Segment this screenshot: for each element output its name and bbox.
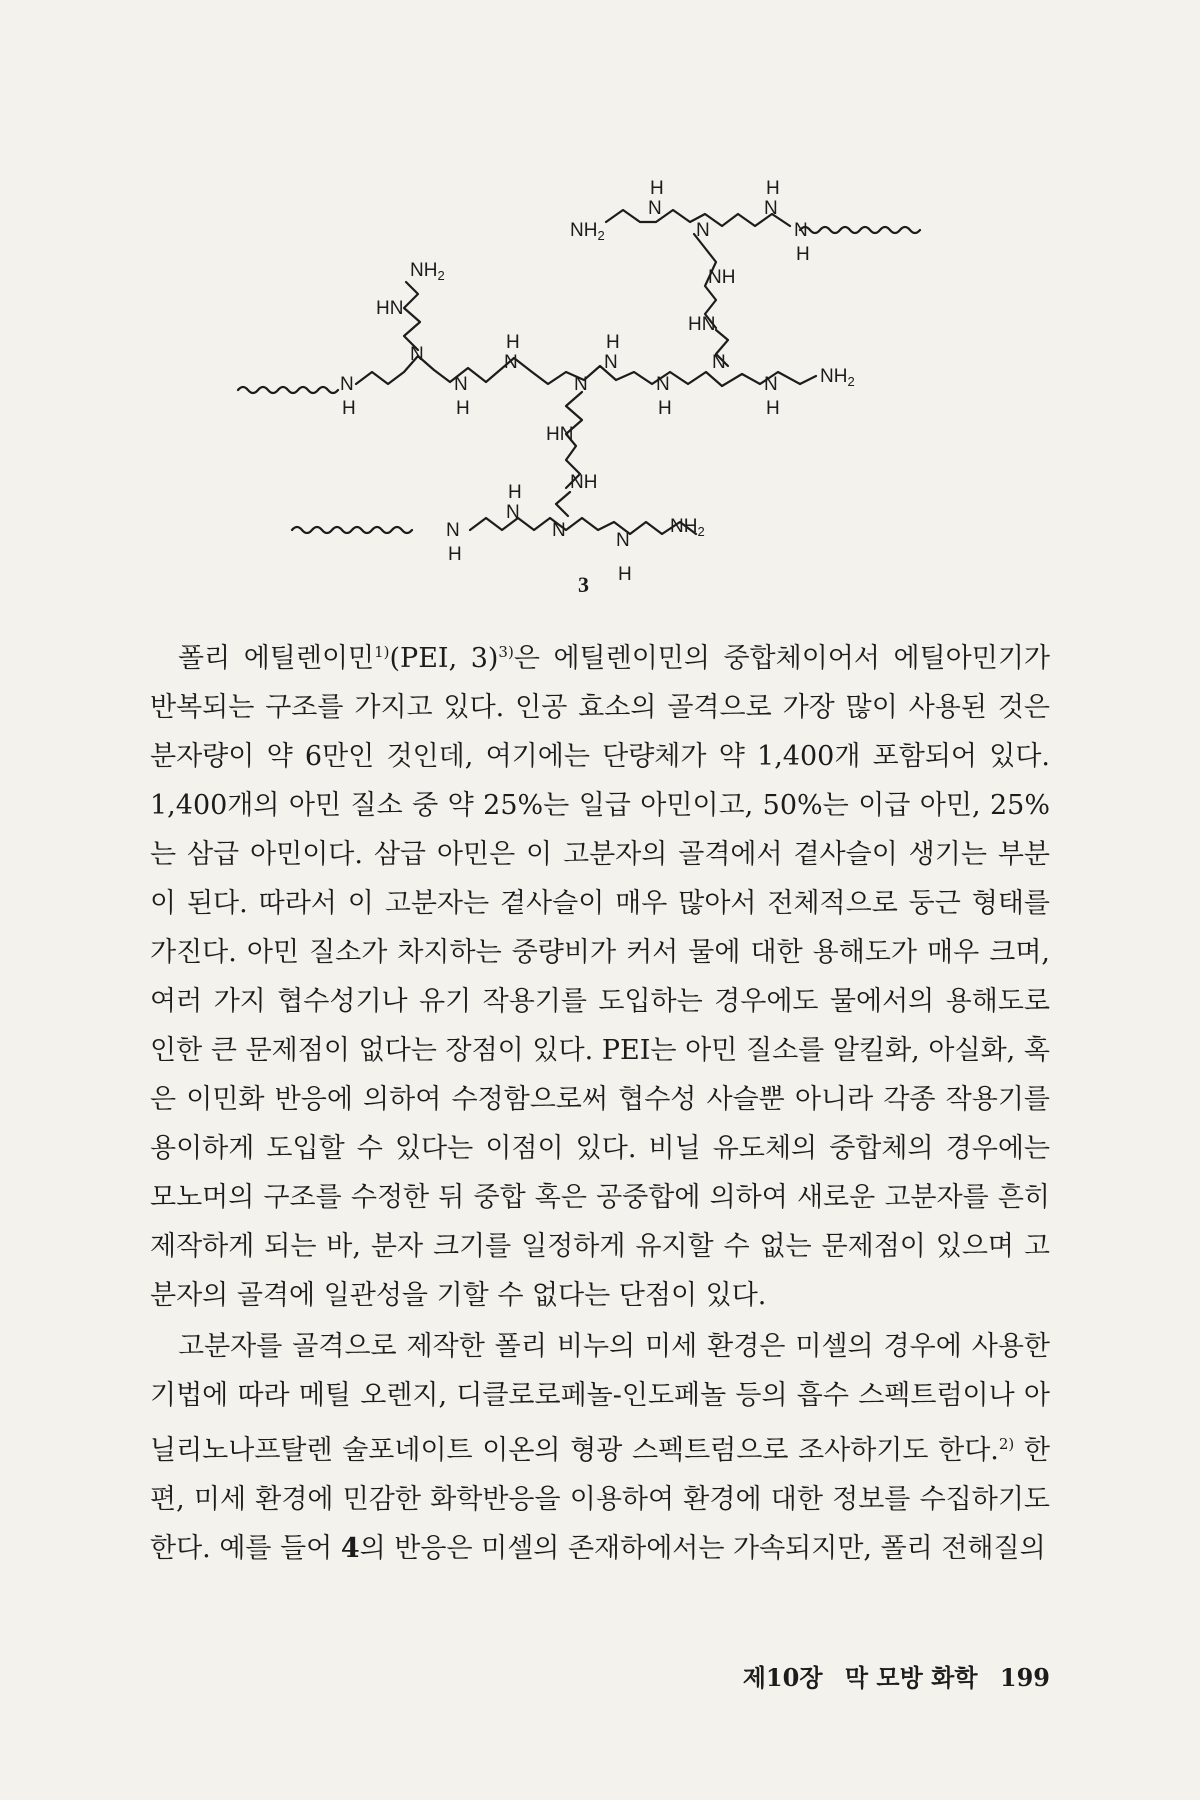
atom-n-top-1: N xyxy=(648,198,662,219)
atom-nh2-main-end: $NH_2$ xyxy=(820,366,855,389)
bonds-bottom-branch xyxy=(556,492,570,516)
atom-n-top-2: N xyxy=(696,220,710,241)
atom-h-main-7: H xyxy=(658,398,672,419)
atom-nh2-left-branch: $NH_2$ xyxy=(410,260,445,283)
atom-nh-center-branch: NH xyxy=(570,472,598,493)
compound-number: 3 xyxy=(578,572,589,597)
wavy-chain-left xyxy=(238,387,338,393)
atom-h-bottom-2: H xyxy=(508,482,522,503)
body-text xyxy=(150,628,1050,1573)
atom-n-top-3: N xyxy=(764,198,778,219)
chapter-title: 막 모방 화학 xyxy=(844,1663,978,1692)
paragraph-1: 폴리 에틸렌이민$^{1)}$(PEI, 3)$^{3)}$은 에틸렌이민의 중합체이어서 에틸아민기가 반복되는 구조를 가지고 있다. 인공 효소의 골격으로 가장 많이 사용된 것은 분자량이 약 6만인 것인데, 여기에는 단량체가 약 1,400개 포함되어 있다. 1,400개의 아민 질소 중 약 25%는 일급 아민이고, 50%는 이급 아민, 25%는 삼급 아민이다. 삼급 아민은 이 고분자의 골격에서 곁사슬이 생기는 부분이 된다. 따라서 이 고분자는 곁사슬이 매우 많아서 전체적으로 둥근 형태를 가진다. 아민 질소가 차지하는 중량비가 커서 물에 대한 용해도가 매우 크며, 여러 가지 협수성기나 유기 작용기를 도입하는 경우에도 물에서의 용해도로 인한 큰 문제점이 없다는 장점이 있다. PEI는 아민 질소를 알킬화, 아실화, 혹은 이민화 반응에 의하여 수정함으로써 협수성 사슬뿐 아니라 각종 작용기를 용이하게 도입할 수 있다는 이점이 있다. 비닐 유도체의 중합체의 경우에는 모노머의 구조를 수정한 뒤 중합 혹은 공중합에 의하여 새로운 고분자를 흔히 제작하게 되는 바, 분자 크기를 일정하게 유지할 수 없는 문제점이 있으며 고분자의 골격에 일관성을 기할 수 없다는 단점이 있다. xyxy=(150,643,1050,1311)
atom-n-bottom-2: N xyxy=(506,502,520,523)
atom-nh-top-branch: NH xyxy=(708,267,736,288)
atom-n-bottom-3: N xyxy=(552,520,566,541)
wavy-chain-top-right xyxy=(800,227,920,233)
atom-hn-center-branch: HN xyxy=(546,424,574,445)
wavy-chain-bottom-left xyxy=(292,527,412,533)
atom-h-main-1: H xyxy=(342,398,356,419)
bonds-bottom-chain xyxy=(470,518,696,534)
page-footer xyxy=(700,1658,1050,1693)
atom-n-main-5: N xyxy=(574,374,588,395)
atom-h-bottom-4: H xyxy=(618,564,632,585)
atom-hn-left-branch: HN xyxy=(376,298,404,319)
atom-h-main-6: H xyxy=(606,332,620,353)
bonds-left-branch xyxy=(404,282,420,350)
atom-n-main-6: N xyxy=(604,352,618,373)
atom-n-top-4: N xyxy=(794,220,808,241)
pei-structure-diagram xyxy=(0,0,1200,610)
atom-n-main-8: N xyxy=(712,352,726,373)
atom-n-main-2: N xyxy=(410,344,424,365)
atom-n-bottom-4: N xyxy=(616,530,630,551)
atom-h-top-4: H xyxy=(796,244,810,265)
atom-n-main-1: N xyxy=(340,374,354,395)
atom-h-main-3: H xyxy=(456,398,470,419)
atom-h-bottom-1: H xyxy=(448,544,462,565)
atom-n-main-4: N xyxy=(504,352,518,373)
atom-n-main-7: N xyxy=(656,374,670,395)
atom-hn-top-branch: HN xyxy=(688,314,716,335)
atom-n-bottom-1: N xyxy=(446,520,460,541)
atom-h-main-4: H xyxy=(506,332,520,353)
atom-n-main-3: N xyxy=(454,374,468,395)
atom-n-main-9: N xyxy=(764,374,778,395)
atom-h-main-9: H xyxy=(766,398,780,419)
paragraph-2: 고분자를 골격으로 제작한 폴리 비누의 미세 환경은 미셀의 경우에 사용한 기법에 따라 메틸 오렌지, 디클로로페놀-인도페놀 등의 흡수 스펙트럼이나 아닐리노나프탈렌 술포네이트 이온의 형광 스펙트럼으로 조사하기도 한다.$^{2)}$ 한편, 미세 환경에 민감한 화학반응을 이용하여 환경에 대한 정보를 수집하기도 한다. 예를 들어 4의 반응은 미셀의 존재하에서는 가속되지만, 폴리 전해질의 xyxy=(150,1331,1050,1564)
chapter-label: 제10장 xyxy=(742,1663,823,1692)
atom-h-top-3: H xyxy=(766,178,780,199)
atom-nh2-bottom-end: $NH_2$ xyxy=(670,516,705,539)
page-number: 199 xyxy=(999,1663,1050,1692)
atom-nh2-top: $NH_2$ xyxy=(570,220,605,243)
pei-structure-figure xyxy=(0,0,1200,610)
atom-h-top-1: H xyxy=(650,178,664,199)
